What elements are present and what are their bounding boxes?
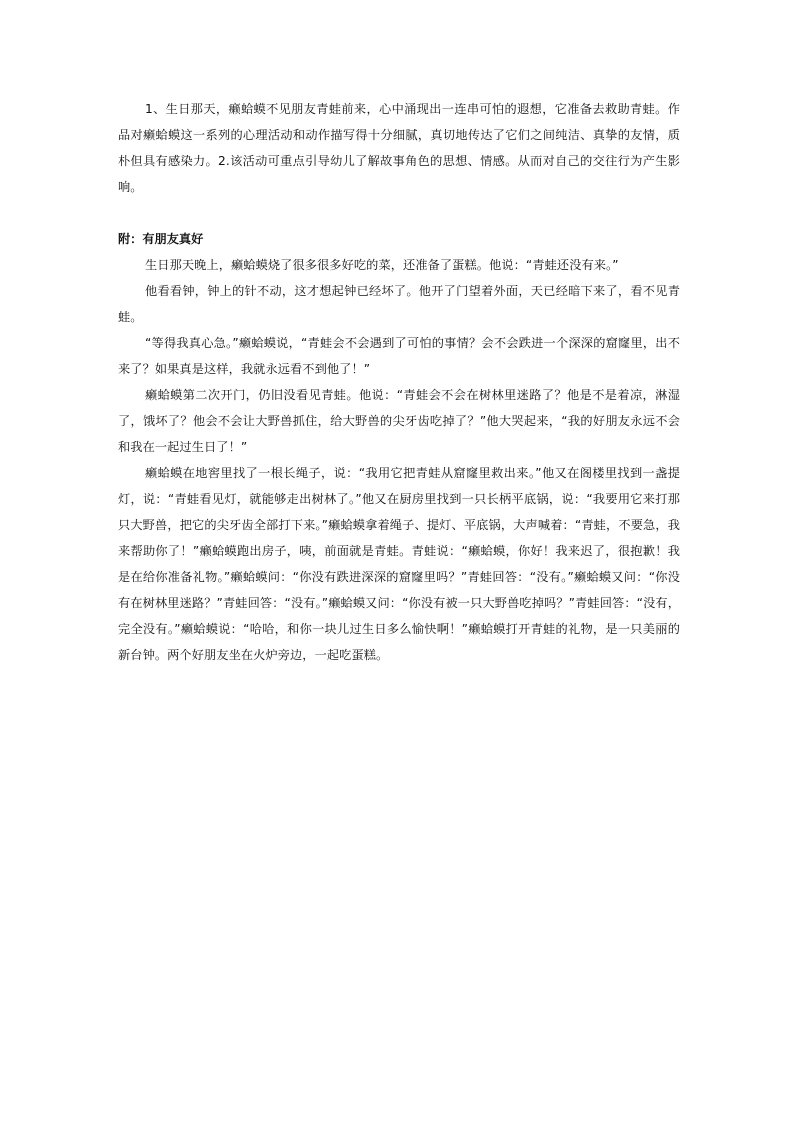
story-paragraph-1: 生日那天晚上，癞蛤蟆烧了很多很多好吃的菜，还准备了蛋糕。他说：“青蛙还没有来。” [145, 258, 619, 272]
document-body [118, 96, 680, 668]
section-spacer [118, 200, 680, 226]
story-paragraph-3: “等得我真心急。”癞蛤蟆说，“青蛙会不会遇到了可怕的事情？会不会跌进一个深深的窟窿里，出不来了？如果真是这样，我就永远看不到他了！” [118, 336, 680, 376]
story-paragraph-4: 癞蛤蟆第二次开门，仍旧没看见青蛙。他说：“青蛙会不会在树林里迷路了？他是不是着凉，淋湿了，饿坏了？他会不会让大野兽抓住，给大野兽的尖牙齿吃掉了？”他大哭起来，“我的好朋友永远不会和我在一起过生日了！” [118, 388, 680, 454]
intro-paragraph: 1、生日那天，癞蛤蟆不见朋友青蛙前来，心中涌现出一连串可怕的遐想，它准备去救助青蛙。作品对癞蛤蟆这一系列的心理活动和动作描写得十分细腻，真切地传达了它们之间纯洁、真挚的友情，质朴但具有感染力。2.该活动可重点引导幼儿了解故事角色的思想、情感。从而对自己的交往行为产生影响。 [118, 102, 680, 194]
story-paragraph-2: 他看看钟，钟上的针不动，这才想起钟已经坏了。他开了门望着外面，天已经暗下来了，看不见青蛙。 [118, 284, 680, 324]
appendix-heading: 附：有朋友真好 [118, 232, 204, 246]
story-paragraph-5: 癞蛤蟆在地窖里找了一根长绳子，说：“我用它把青蛙从窟窿里救出来。”他又在阁楼里找到一盏提灯，说：“青蛙看见灯，就能够走出树林了。”他又在厨房里找到一只长柄平底锅，说：“我要用它来打那只大野兽，把它的尖牙齿全部打下来。”癞蛤蟆拿着绳子、提灯、平底锅，大声喊着：“青蛙，不要急，我来帮助你了！”癞蛤蟆跑出房子，咦，前面就是青蛙。青蛙说：“癞蛤蟆，你好！我来迟了，很抱歉！我是在给你准备礼物。”癞蛤蟆问：“你没有跌进深深的窟窿里吗？”青蛙回答：“没有。”癞蛤蟆又问：“你没有在树林里迷路？”青蛙回答：“没有。”癞蛤蟆又问：“你没有被一只大野兽吃掉吗？”青蛙回答：“没有，完全没有。”癞蛤蟆说：“哈哈，和你一块儿过生日多么愉快啊！”癞蛤蟆打开青蛙的礼物，是一只美丽的新台钟。两个好朋友坐在火炉旁边，一起吃蛋糕。 [118, 466, 680, 662]
